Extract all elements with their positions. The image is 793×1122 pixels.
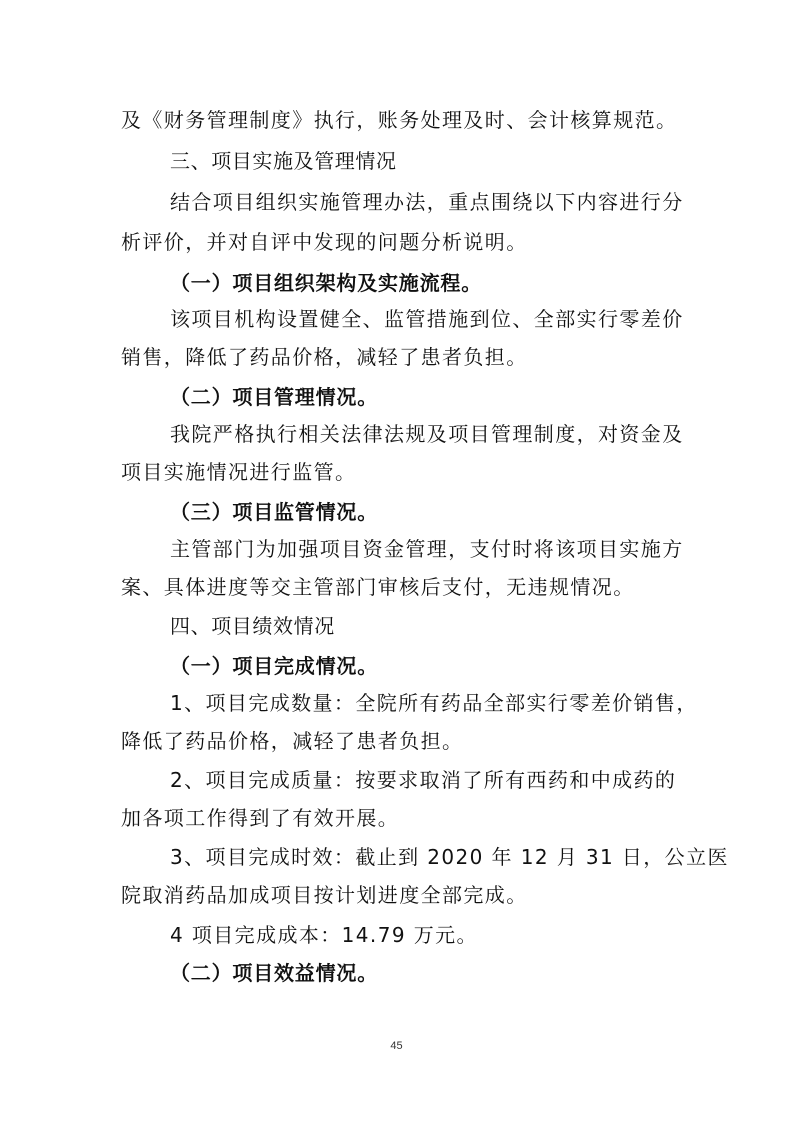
- body-line: 加各项工作得到了有效开展。: [121, 806, 400, 830]
- body-line: 主管部门为加强项目资金管理，支付时将该项目实施方: [170, 537, 684, 561]
- body-line: 2、项目完成质量：按要求取消了所有西药和中成药的: [170, 768, 677, 792]
- subsection-heading: （二）项目管理情况。: [170, 385, 378, 409]
- body-line: 析评价，并对自评中发现的问题分析说明。: [121, 230, 528, 254]
- section-heading: 四、项目绩效情况: [170, 614, 335, 638]
- page-number: 45: [390, 1040, 403, 1052]
- body-line: 降低了药品价格，减轻了患者负担。: [121, 729, 464, 753]
- body-line: 项目实施情况进行监管。: [121, 460, 357, 484]
- body-line: 院取消药品加成项目按计划进度全部完成。: [121, 883, 528, 907]
- subsection-heading: （二）项目效益情况。: [170, 961, 378, 985]
- subsection-heading: （三）项目监管情况。: [170, 500, 378, 524]
- body-line: 结合项目组织实施管理办法，重点围绕以下内容进行分: [170, 190, 684, 214]
- body-line: 该项目机构设置健全、监管措施到位、全部实行零差价: [170, 307, 684, 331]
- body-line: 销售，降低了药品价格，减轻了患者负担。: [121, 345, 528, 369]
- body-line: 及《财务管理制度》执行，账务处理及时、会计核算规范。: [121, 108, 678, 132]
- body-line: 1、项目完成数量：全院所有药品全部实行零差价销售，: [170, 691, 698, 715]
- section-heading: 三、项目实施及管理情况: [170, 149, 397, 173]
- subsection-heading: （一）项目组织架构及实施流程。: [170, 271, 482, 295]
- body-line: 3、项目完成时效：截止到 2020 年 12 月 31 日，公立医: [170, 845, 729, 869]
- body-line: 案、具体进度等交主管部门审核后支付，无违规情况。: [121, 575, 635, 599]
- body-line: 4 项目完成成本：14.79 万元。: [170, 923, 478, 947]
- subsection-heading: （一）项目完成情况。: [170, 654, 378, 678]
- body-line: 我院严格执行相关法律法规及项目管理制度，对资金及: [170, 422, 684, 446]
